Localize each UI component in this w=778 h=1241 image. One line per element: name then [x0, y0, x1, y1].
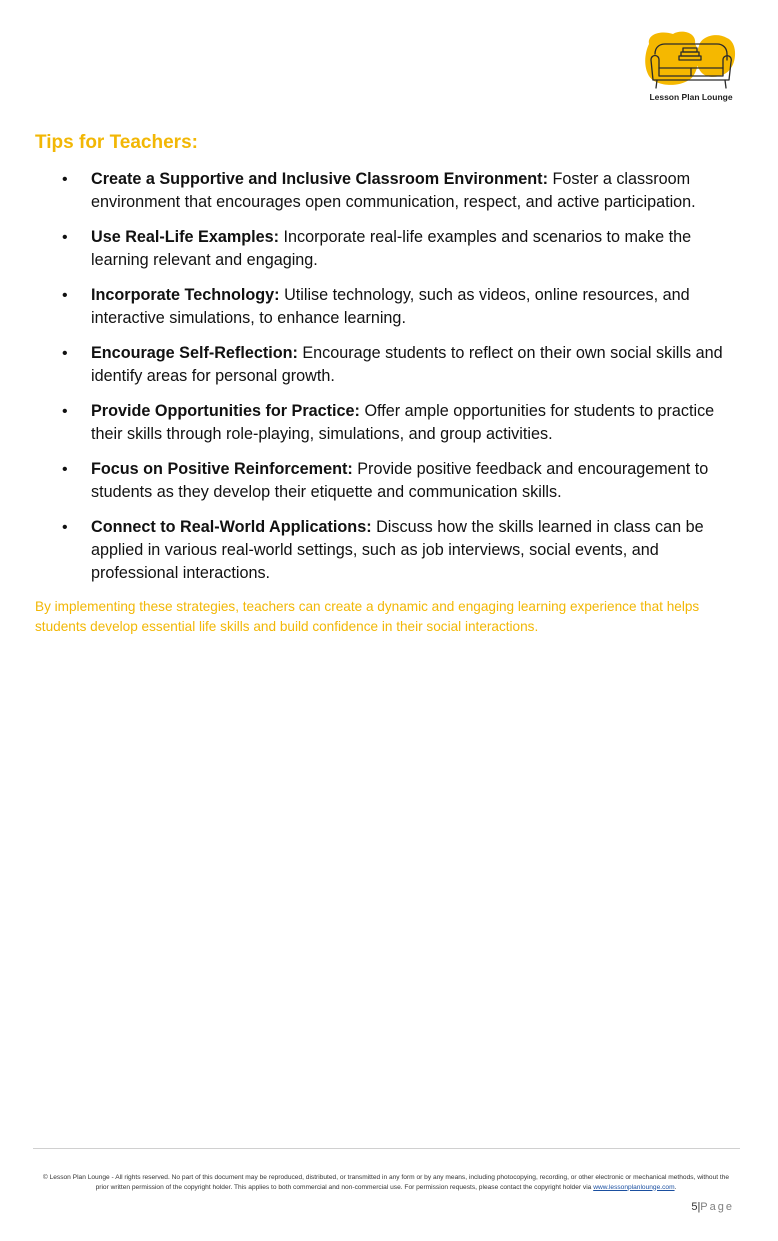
tip-item: [0, 342, 778, 388]
tip-item: [0, 400, 778, 446]
website-link[interactable]: www.lessonplanlounge.com: [593, 1183, 675, 1191]
section-heading: Tips for Teachers:: [35, 132, 198, 153]
tip-title: Provide Opportunities for Practice:: [91, 402, 360, 420]
tip-title: Create a Supportive and Inclusive Classroom Environment:: [91, 170, 548, 188]
page-label: Page: [700, 1201, 734, 1213]
tip-item: [0, 226, 778, 272]
sofa-with-books-icon: [643, 30, 739, 92]
tip-item: [0, 284, 778, 330]
bullet-icon: •: [62, 171, 68, 188]
copyright-suffix: .: [674, 1183, 677, 1191]
tip-title: Encourage Self-Reflection:: [91, 344, 298, 362]
tip-body: Incorporate real-life examples and scenarios to make the learning relevant and engaging.: [91, 228, 692, 269]
page-separator: |: [697, 1201, 701, 1213]
tip-body: Discuss how the skills learned in class can be applied in various real-world settings, such as job interviews, social events, and professional interactions.: [91, 518, 704, 582]
page-number-value: 5: [691, 1201, 698, 1213]
tip-body: Offer ample opportunities for students to practice their skills through role-playing, simulations, and group activities.: [91, 402, 715, 443]
page-number: [691, 1201, 734, 1213]
tip-body: Foster a classroom environment that encourages open communication, respect, and active participation.: [91, 170, 696, 211]
logo: [641, 30, 741, 106]
tip-body: Utilise technology, such as videos, online resources, and interactive simulations, to enhance learning.: [91, 286, 690, 327]
tips-list: [0, 168, 778, 597]
tip-title: Focus on Positive Reinforcement:: [91, 460, 353, 478]
footer-divider: [33, 1148, 740, 1149]
bullet-icon: •: [62, 287, 68, 304]
conclusion-paragraph: By implementing these strategies, teachers can create a dynamic and engaging learning experience that helps students develop essential life skills and build confidence in their social interactions.: [35, 599, 700, 634]
copyright-notice: [36, 1173, 736, 1192]
tip-item: [0, 458, 778, 504]
tip-title: Connect to Real-World Applications:: [91, 518, 372, 536]
tip-title: Use Real-Life Examples:: [91, 228, 280, 246]
logo-text: Lesson Plan Lounge: [649, 92, 733, 102]
tip-body: Provide positive feedback and encouragement to students as they develop their etiquette and communication skills.: [91, 460, 709, 501]
tip-title: Incorporate Technology:: [91, 286, 280, 304]
bullet-icon: •: [62, 461, 68, 478]
tip-item: [0, 168, 778, 214]
tip-body: Encourage students to reflect on their own social skills and identify areas for personal growth.: [91, 344, 723, 385]
bullet-icon: •: [62, 229, 68, 246]
copyright-text: © Lesson Plan Lounge - All rights reserved. No part of this document may be reproduced, distributed, or transmitted in any form or by any means, including photocopying, recording, or other electronic or mechanical methods, without the prior written permission of the copyright holder. This applies to both commercial and non-commercial use. For permission requests, please contact the copyright holder via: [42, 1174, 730, 1191]
tip-item: [0, 516, 778, 585]
bullet-icon: •: [62, 345, 68, 362]
bullet-icon: •: [62, 403, 68, 420]
bullet-icon: •: [62, 519, 68, 536]
